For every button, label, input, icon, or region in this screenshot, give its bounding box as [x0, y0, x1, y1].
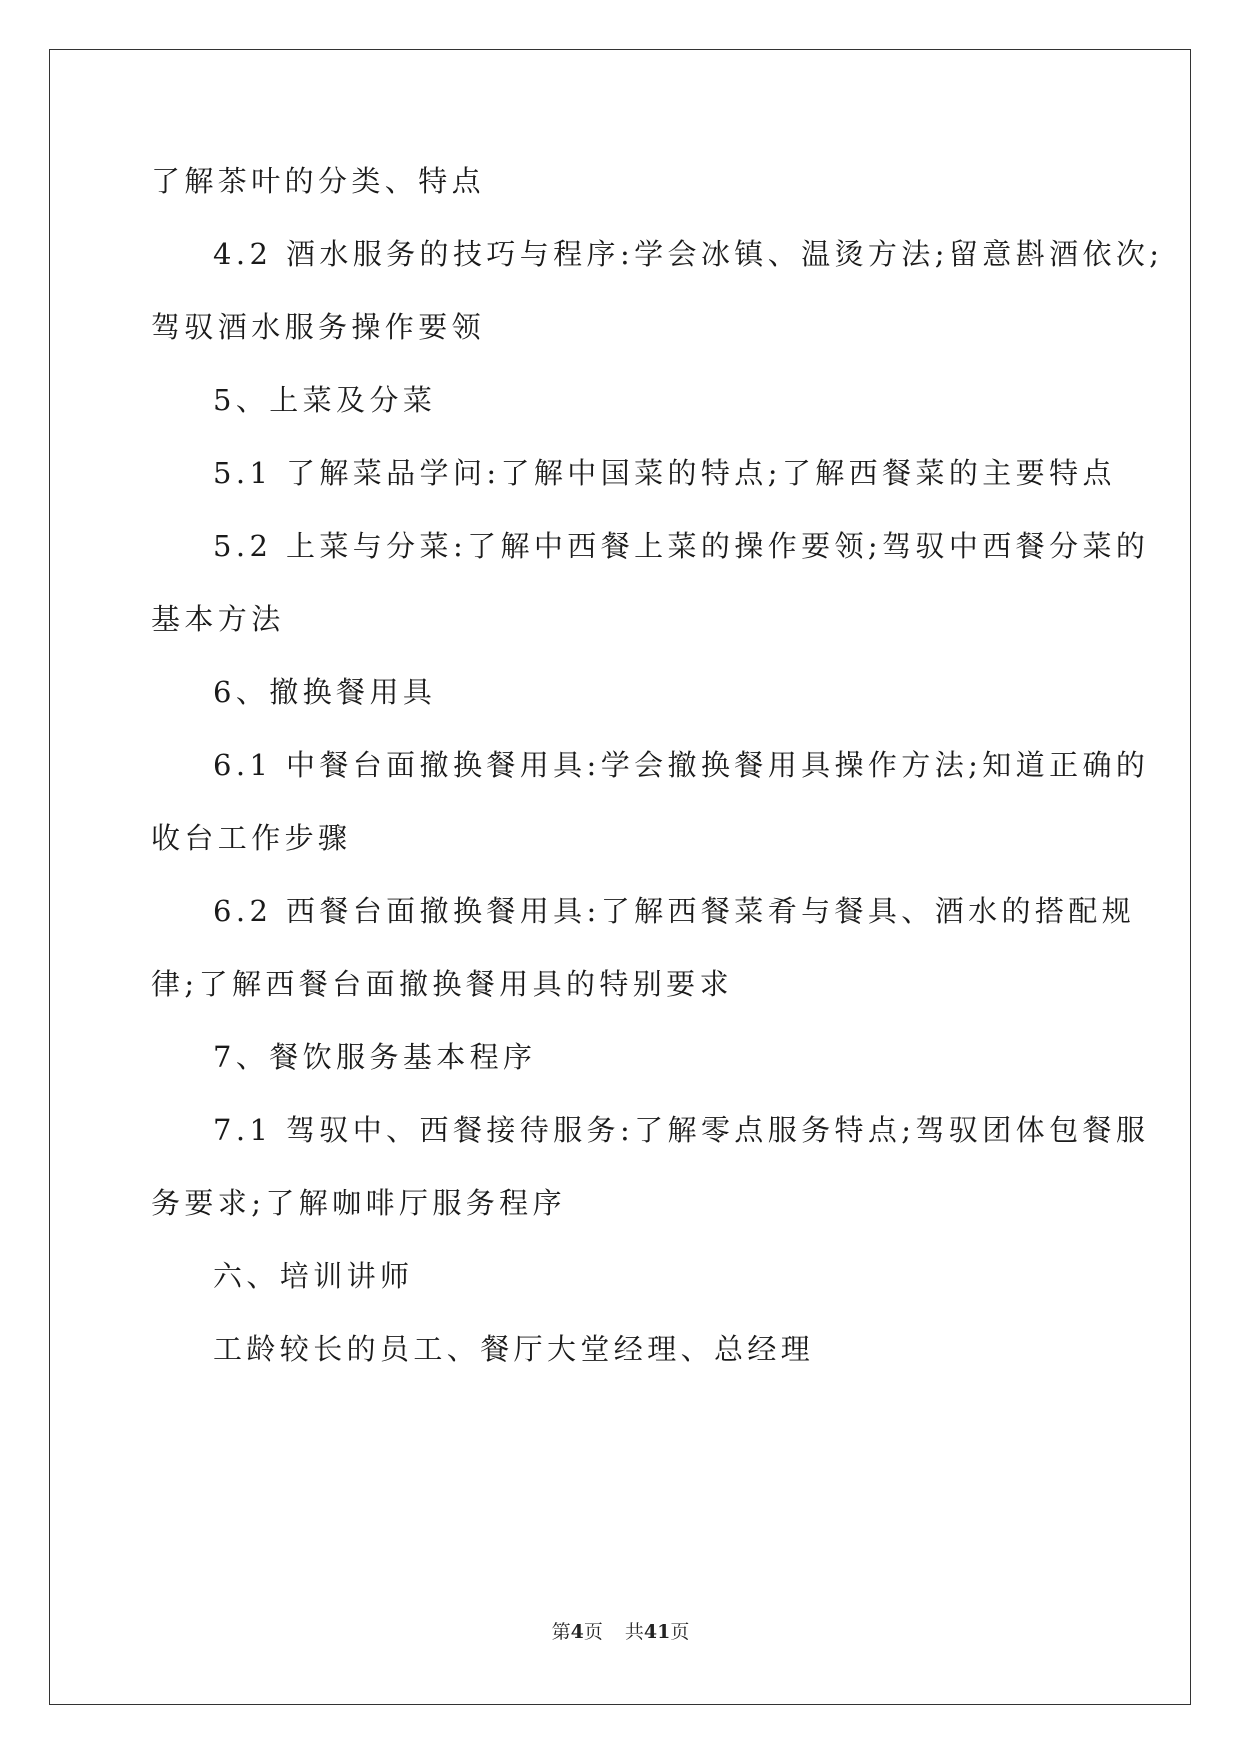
text-line: 基本方法: [151, 602, 285, 636]
section-heading: 7、餐饮服务基本程序: [213, 1040, 537, 1074]
text-line: 7.1 驾驭中、西餐接待服务:了解零点服务特点;驾驭团体包餐服: [213, 1113, 1150, 1147]
text-line: 工龄较长的员工、餐厅大堂经理、总经理: [213, 1332, 815, 1366]
text-line: 5.2 上菜与分菜:了解中西餐上菜的操作要领;驾驭中西餐分菜的: [213, 529, 1150, 563]
section-heading: 5、上菜及分菜: [213, 383, 437, 417]
page-footer: [0, 1617, 1241, 1644]
page-border: [49, 49, 1191, 1705]
text-line: 驾驭酒水服务操作要领: [151, 310, 486, 344]
page-number: 4: [570, 1621, 584, 1643]
page-prefix: 第: [551, 1621, 571, 1643]
text-line: 了解茶叶的分类、特点: [151, 164, 486, 198]
page-suffix: 页: [583, 1621, 603, 1643]
text-line: 6.1 中餐台面撤换餐用具:学会撤换餐用具操作方法;知道正确的: [213, 748, 1150, 782]
text-line: 4.2 酒水服务的技巧与程序:学会冰镇、温烫方法;留意斟酒依次;: [213, 237, 1164, 271]
total-prefix: 共: [624, 1621, 644, 1643]
section-heading: 六、培训讲师: [213, 1259, 414, 1293]
text-line: 务要求;了解咖啡厅服务程序: [151, 1186, 566, 1220]
total-pages: 41: [643, 1621, 671, 1643]
total-suffix: 页: [670, 1621, 690, 1643]
text-line: 收台工作步骤: [151, 821, 352, 855]
section-heading: 6、撤换餐用具: [213, 675, 437, 709]
text-line: 律;了解西餐台面撤换餐用具的特别要求: [151, 967, 733, 1001]
text-line: 5.1 了解菜品学问:了解中国菜的特点;了解西餐菜的主要特点: [213, 456, 1116, 490]
text-line: 6.2 西餐台面撤换餐用具:了解西餐菜肴与餐具、酒水的搭配规: [213, 894, 1136, 928]
